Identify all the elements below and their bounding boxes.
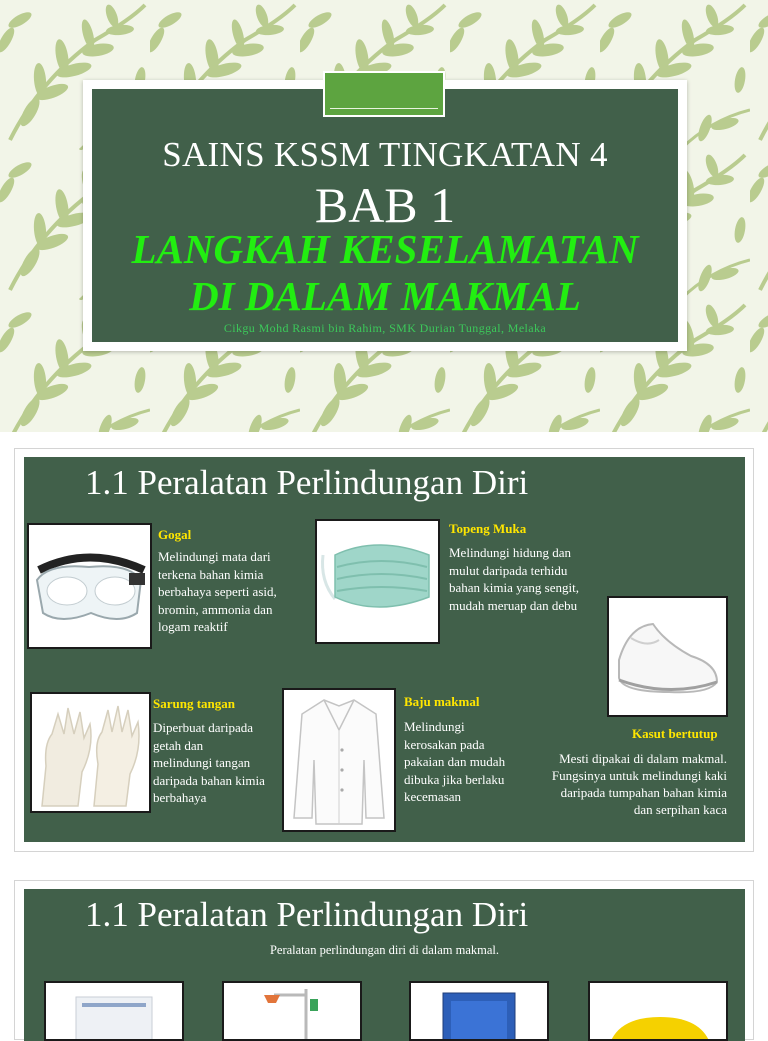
face-mask-icon [317, 521, 438, 642]
desc-line: kecemasan [404, 789, 462, 804]
face-mask-photo [315, 519, 440, 644]
fume-hood-icon [46, 983, 182, 1039]
desc-line: dan serpihan kaca [633, 802, 727, 817]
slide-title: 1.1 Peralatan Perlindungan Diri [85, 895, 529, 934]
desc-line: mulut daripada terhidu [449, 562, 568, 578]
item-desc-gogal [158, 548, 318, 636]
slide-title: 1.1 Peralatan Perlindungan Diri [85, 463, 529, 502]
gloves-icon [32, 694, 149, 811]
desc-line: Fungsinya untuk melindungi kaki [551, 768, 727, 783]
desc-line: kerosakan pada [404, 736, 485, 752]
slide-panel [24, 889, 745, 1041]
desc-line: mudah meruap dan debu [449, 597, 578, 613]
desc-line: terkena bahan kimia [158, 566, 264, 582]
desc-line: bromin, ammonia dan [158, 601, 273, 617]
eye-wash-shower-photo [222, 981, 362, 1041]
safety-cabinet-icon [411, 983, 547, 1039]
item-label-gogal: Gogal [158, 527, 192, 542]
slide-ppe-items [14, 448, 754, 852]
item-label-topeng-muka: Topeng Muka [449, 521, 527, 536]
item-desc-sarung-tangan [153, 719, 288, 807]
shoe-icon [609, 598, 726, 715]
goggles-icon [29, 525, 150, 647]
title-card [83, 80, 687, 351]
desc-line: logam reaktif [158, 619, 228, 634]
goggles-photo [27, 523, 152, 649]
safety-helmet-icon [590, 983, 726, 1039]
safety-cabinet-photo [409, 981, 549, 1041]
desc-line: berbahaya [153, 790, 207, 805]
lab-coat-photo [282, 688, 396, 832]
title-panel [92, 89, 678, 342]
item-desc-baju-makmal [404, 718, 534, 806]
desc-line: daripada tumpahan bahan kimia [560, 785, 727, 800]
desc-line: Melindungi [404, 719, 465, 734]
title-slide [0, 0, 768, 432]
desc-line: Melindungi mata dari [158, 549, 271, 564]
safety-helmet-photo [588, 981, 728, 1041]
gloves-photo [30, 692, 151, 813]
subject-heading: SAINS KSSM TINGKATAN 4 [162, 135, 608, 174]
topic-line-1: LANGKAH KESELAMATAN [131, 226, 639, 272]
desc-line: Mesti dipakai di dalam makmal. [559, 751, 727, 766]
item-label-sarung-tangan: Sarung tangan [153, 696, 235, 711]
desc-line: berbahaya seperti asid, [158, 584, 277, 599]
lab-coat-icon [284, 690, 394, 830]
eye-wash-shower-icon [224, 983, 360, 1039]
desc-line: dibuka jika berlaku [404, 771, 505, 787]
item-label-kasut: Kasut bertutup [632, 726, 718, 741]
desc-line: Melindungi hidung dan [449, 545, 572, 560]
desc-line: bahan kimia yang sengit, [449, 580, 579, 595]
slide-panel [24, 457, 745, 842]
title-tab-decoration [323, 71, 445, 117]
desc-line: getah dan [153, 737, 204, 753]
fume-hood-photo [44, 981, 184, 1041]
chapter-heading: BAB 1 [314, 177, 456, 233]
slide-ppe-overview [14, 880, 754, 1040]
topic-line-2: DI DALAM MAKMAL [189, 273, 581, 319]
desc-line: melindungi tangan [153, 755, 251, 770]
shoe-photo [607, 596, 728, 717]
item-label-baju-makmal: Baju makmal [404, 694, 480, 709]
topic-heading [92, 226, 678, 320]
desc-line: daripada bahan kimia [153, 772, 265, 788]
desc-line: Diperbuat daripada [153, 720, 253, 735]
item-desc-topeng-muka [449, 544, 619, 614]
item-desc-kasut [527, 750, 727, 818]
slide-subtitle: Peralatan perlindungan diri di dalam makmal. [269, 943, 500, 957]
desc-line: pakaian dan mudah [404, 754, 506, 769]
author-credit: Cikgu Mohd Rasmi bin Rahim, SMK Durian Tunggal, Melaka [223, 321, 547, 335]
